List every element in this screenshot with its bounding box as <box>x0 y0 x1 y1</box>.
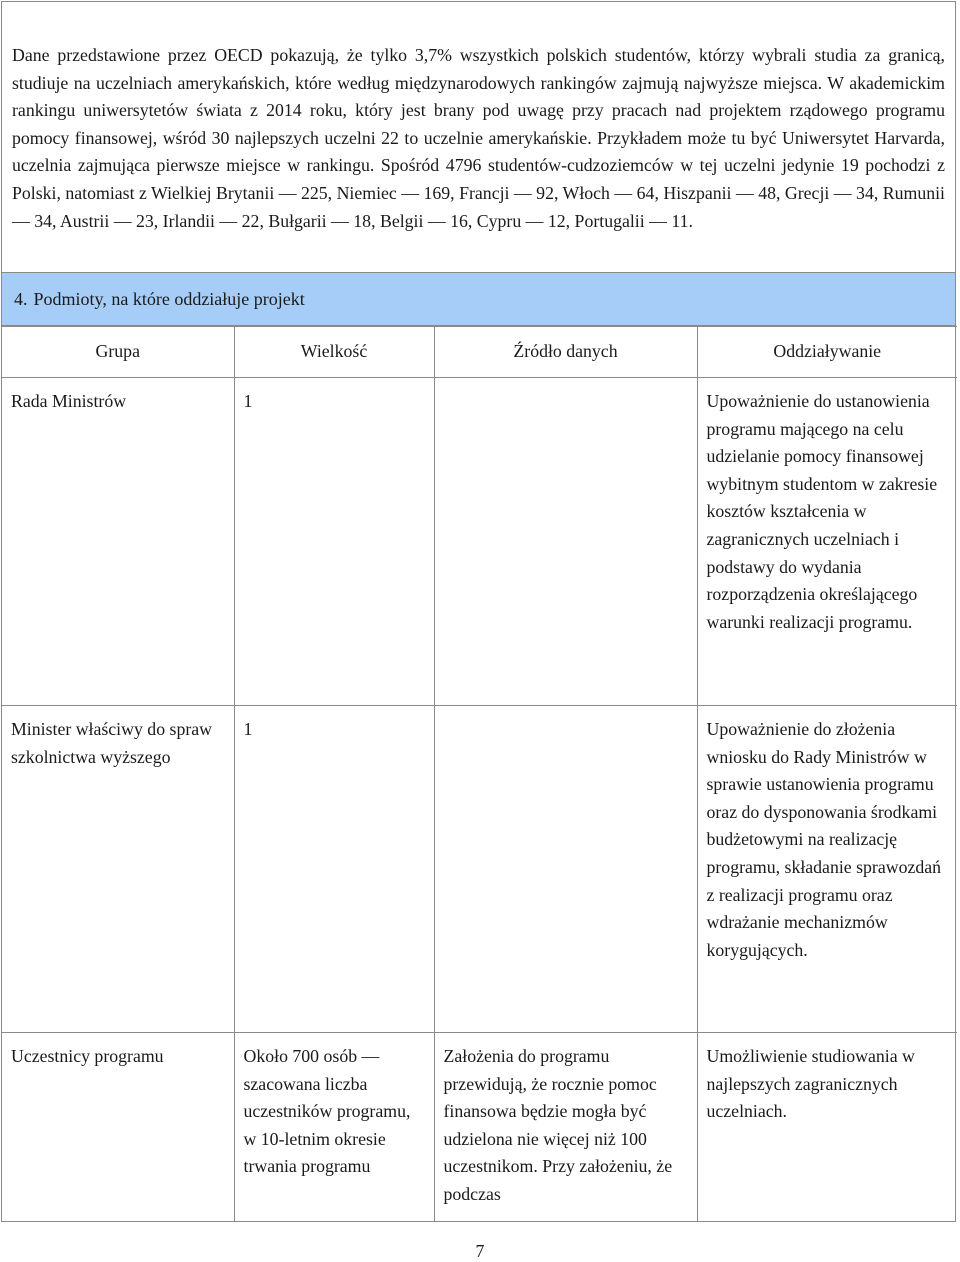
section-heading <box>2 273 955 326</box>
section-number: 4. <box>14 288 28 309</box>
stakeholders-table <box>2 326 957 1221</box>
column-header-wielkosc: Wielkość <box>234 327 434 378</box>
cell-oddzialywanie: Upoważnienie do ustanowienia programu mającego na celu udzielanie pomocy finansowej wybitnym studentom w zakresie kosztów kształcenia w zagranicznych uczelniach i podstawy do wydania rozporządzenia określającego warunki realizacji programu. <box>697 378 957 706</box>
cell-grupa: Minister właściwy do spraw szkolnictwa wyższego <box>2 706 234 1033</box>
table-row <box>2 706 957 1033</box>
table-row <box>2 1033 957 1221</box>
cell-zrodlo-danych <box>434 706 697 1033</box>
cell-oddzialywanie: Upoważnienie do złożenia wniosku do Rady Ministrów w sprawie ustanowienia programu oraz do dysponowania środkami budżetowymi na realizację programu, składanie sprawozdań z realizacji programu oraz wdrażanie mechanizmów korygujących. <box>697 706 957 1033</box>
document-frame <box>1 1 956 1222</box>
cell-wielkosc: Około 700 osób — szacowana liczba uczestników programu, w 10-letnim okresie trwania programu <box>234 1033 434 1221</box>
intro-paragraph: Dane przedstawione przez OECD pokazują, że tylko 3,7% wszystkich polskich studentów, którzy wybrali studia za granicą, studiuje na uczelniach amerykańskich, które według międzynarodowych rankingów zajmują najwyższe miejsca. W akademickim rankingu uniwersytetów świata z 2014 roku, który jest brany pod uwagę przy pracach nad projektem rządowego programu pomocy finansowej, wśród 30 najlepszych uczelni 22 to uczelnie amerykańskie. Przykładem może tu być Uniwersytet Harvarda, uczelnia zajmująca pierwsze miejsce w rankingu. Spośród 4796 studentów-cudzoziemców w tej uczelni jedynie 19 pochodzi z Polski, natomiast z Wielkiej Brytanii — 225, Niemiec — 169, Francji — 92, Włoch — 64, Hiszpanii — 48, Grecji — 34, Rumunii — 34, Austrii — 23, Irlandii — 22, Bułgarii — 18, Belgii — 16, Cypru — 12, Portugalii — 11. <box>2 2 955 273</box>
cell-oddzialywanie: Umożliwienie studiowania w najlepszych zagranicznych uczelniach. <box>697 1033 957 1221</box>
column-header-oddzialywanie: Oddziaływanie <box>697 327 957 378</box>
cell-zrodlo-danych: Założenia do programu przewidują, że rocznie pomoc finansowa będzie mogła być udzielona nie więcej niż 100 uczestnikom. Przy założeniu, że podczas <box>434 1033 697 1221</box>
column-header-grupa: Grupa <box>2 327 234 378</box>
table-row <box>2 378 957 706</box>
section-title: Podmioty, na które oddziałuje projekt <box>33 288 305 309</box>
column-header-zrodlo-danych: Źródło danych <box>434 327 697 378</box>
cell-wielkosc: 1 <box>234 378 434 706</box>
table-header-row <box>2 327 957 378</box>
cell-zrodlo-danych <box>434 378 697 706</box>
cell-wielkosc: 1 <box>234 706 434 1033</box>
cell-grupa: Rada Ministrów <box>2 378 234 706</box>
page-number: 7 <box>475 1241 485 1261</box>
cell-grupa: Uczestnicy programu <box>2 1033 234 1221</box>
